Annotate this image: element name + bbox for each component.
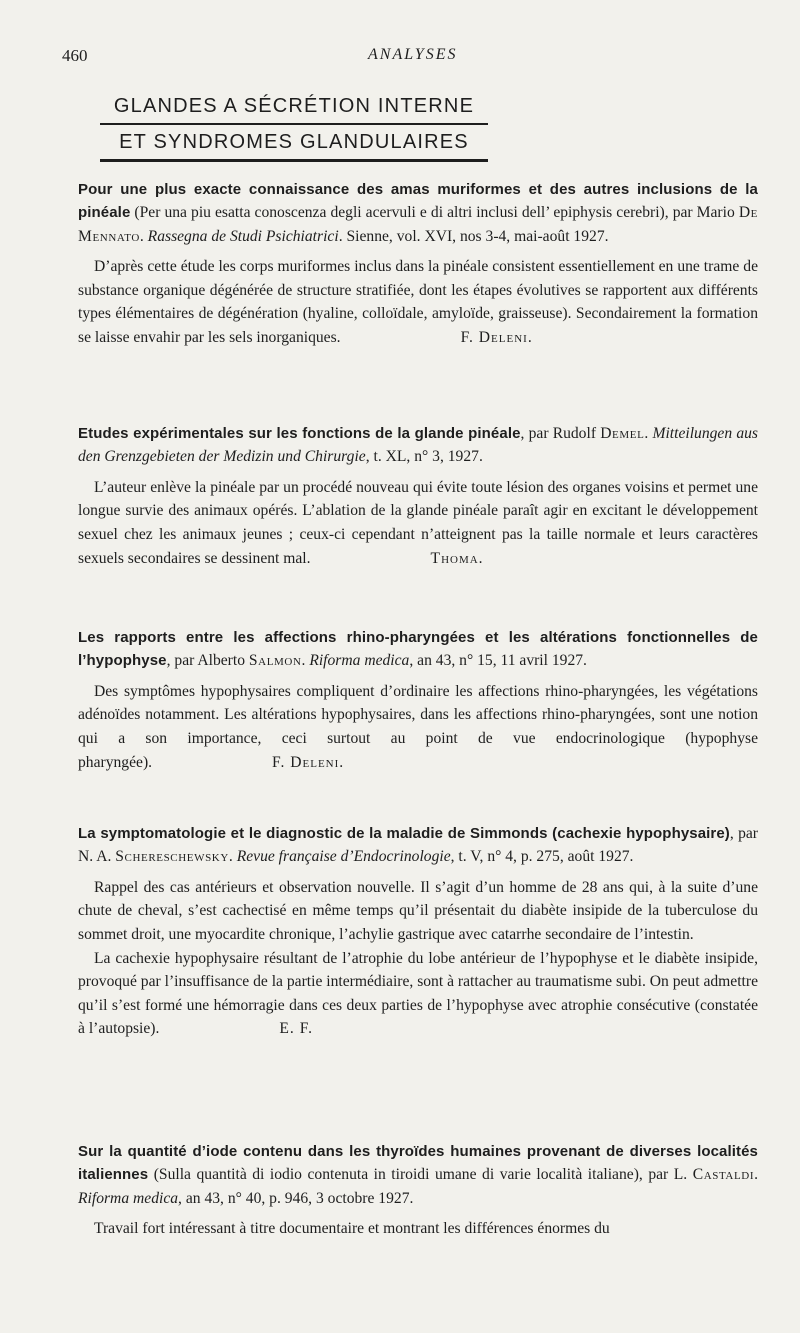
article-3-author: Salmon	[248, 652, 302, 670]
article-2-citation: , t. XL, n° 3, 1927.	[365, 448, 483, 466]
article-2-journal: Mitteilungen aus den Grenzgebieten der Medizin und Chirurgie	[78, 425, 758, 466]
article-4-author: Schereschewsky	[115, 848, 229, 866]
article-2-body	[78, 476, 758, 570]
article-2-body-text: L’auteur enlève la pinéale par un procédé nouveau qui évite toute lésion des organes voisins et permet une longue survie des animaux opérés. L’ablation de la glande pinéale paraît agir en excitant le développement sexuel chez les animaux jeunes ; ceux-ci cependant n’atteignent pas la taille normale et leurs caractères sexuels secondaires se dessinent mal.	[78, 478, 758, 567]
running-title: ANALYSES	[368, 46, 458, 63]
article-1-body	[78, 255, 758, 349]
article-5-citation: , an 43, n° 40, p. 946, 3 octobre 1927.	[178, 1189, 414, 1207]
article-2-title-bold: Etudes expérimentales sur les fonctions de la glande pinéale	[78, 425, 521, 442]
article-1-title-sep: .	[139, 227, 148, 245]
article-5-journal: Riforma medica	[78, 1189, 179, 1207]
article-4-title-text: , par N. A.	[78, 825, 758, 866]
article-3	[78, 626, 758, 774]
article-4-title-bold: La symptomatologie et le diagnostic de la maladie de Simmonds (cachexie hypophysaire)	[78, 825, 730, 842]
article-3-title-text: , par Alberto	[166, 652, 249, 670]
article-1	[78, 178, 758, 350]
article-3-body-text: Des symptômes hypophysaires compliquent d’ordinaire les affections rhino-pharyngées, les végétations adénoïdes notamment. Les altérations hypophysaires, dans les affections rhino-pharyngées, sont une notion qui a son importance, ceci surtout au point de vue endocrinologique (hypophyse pharyngée).	[78, 682, 758, 771]
article-5-title-sep: .	[754, 1166, 758, 1184]
article-1-author: De Mennato	[78, 204, 758, 245]
article-1-journal: Rassegna de Studi Psichiatrici	[147, 227, 339, 245]
article-2-title-text: , par Rudolf	[520, 425, 601, 442]
article-5-title-text: (Sulla quantità di iodio contenuta in tiroidi umane di varie località italiane), par L.	[148, 1166, 693, 1184]
article-3-title-bold: Les rapports entre les affections rhino-pharyngées et les altérations fonctionnelles de l’hypophyse	[78, 629, 758, 670]
heading-rule-2	[100, 159, 488, 162]
article-5-body: Travail fort intéressant à titre documentaire et montrant les différences énormes du	[94, 1220, 610, 1238]
article-4-signature: E. F.	[279, 1020, 314, 1038]
article-3-signature: F. Deleni.	[272, 753, 345, 771]
heading-rule-1	[100, 123, 488, 125]
article-4-body: Rappel des cas antérieurs et observation nouvelle. Il s’agit d’un homme de 28 ans qui, à la suite d’une chute de cheval, s’est cachectisé en même temps qu’il présentait du diabète insipide de la tuberculose du sommet droit, une myocardite chronique, l’achylie gastrique avec catarrhe secondaire de l’intestin.	[78, 878, 758, 943]
article-3-journal: Riforma medica	[309, 652, 410, 670]
article-1-title-bold: Pour une plus exacte connaissance des amas muriformes et des autres inclusions de la pinéale	[78, 181, 758, 222]
article-3-title-sep: .	[301, 652, 310, 670]
article-2-author: Demel	[600, 425, 645, 442]
article-1-body-text: D’après cette étude les corps muriformes inclus dans la pinéale consistent essentiellement en une trame de substance organique dégénérée de structure stratifiée, dont les étapes évolutives se rapportent aux différents types élémentaires de dégénération (hyaline, colloïdale, amyloïde, graisseuse). Secondairement la formation se laisse envahir par les sels inorganiques.	[78, 258, 758, 346]
section-heading-line-2: ET SYNDROMES GLANDULAIRES	[119, 131, 469, 153]
article-5-title	[78, 1140, 758, 1210]
article-4-title-sep: .	[228, 848, 237, 866]
article-2-title	[78, 422, 758, 469]
article-4-citation: , t. V, n° 4, p. 275, août 1927.	[450, 848, 634, 866]
article-5-author: Castaldi	[692, 1166, 755, 1184]
article-4-title	[78, 822, 758, 869]
article-2-title-sep: .	[644, 425, 653, 442]
article-4-body-2-text: La cachexie hypophysaire résultant de l’atrophie du lobe antérieur de l’hypophyse et le diabète insipide, provoqué par l’insuffisance de la partie intermédiaire, sont à rattacher au traumatisme subi. On peut admettre qu’il s’est formé une hémorragie dans ces deux parties de l’hypophyse avec atrophie consécutive (constatée à l’autopsie).	[78, 949, 758, 1038]
section-heading	[100, 92, 488, 165]
running-head	[62, 46, 760, 72]
article-2-signature: Thoma.	[430, 549, 484, 567]
article-4	[78, 822, 758, 1041]
article-5	[78, 1140, 758, 1241]
article-1-citation: . Sienne, vol. XVI, nos 3-4, mai-août 1927.	[338, 227, 609, 245]
section-heading-line-1: GLANDES A SÉCRÉTION INTERNE	[113, 95, 475, 117]
article-1-title-text: (Per una piu esatta conoscenza degli acervuli e di altri inclusi dell’ epiphysis cerebri), par Mario	[130, 204, 739, 222]
article-2	[78, 422, 758, 570]
article-4-journal: Revue française d’Endocrinologie	[236, 848, 451, 866]
article-4-body-2	[78, 947, 758, 1041]
page-number: 460	[62, 46, 88, 65]
article-3-body	[78, 680, 758, 774]
article-3-citation: , an 43, n° 15, 11 avril 1927.	[409, 652, 587, 670]
article-1-signature: F. Deleni.	[460, 329, 533, 346]
article-5-title-bold: Sur la quantité d’iode contenu dans les thyroïdes humaines provenant de diverses localités italiennes	[78, 1143, 758, 1184]
article-1-title	[78, 178, 758, 248]
article-3-title	[78, 626, 758, 673]
